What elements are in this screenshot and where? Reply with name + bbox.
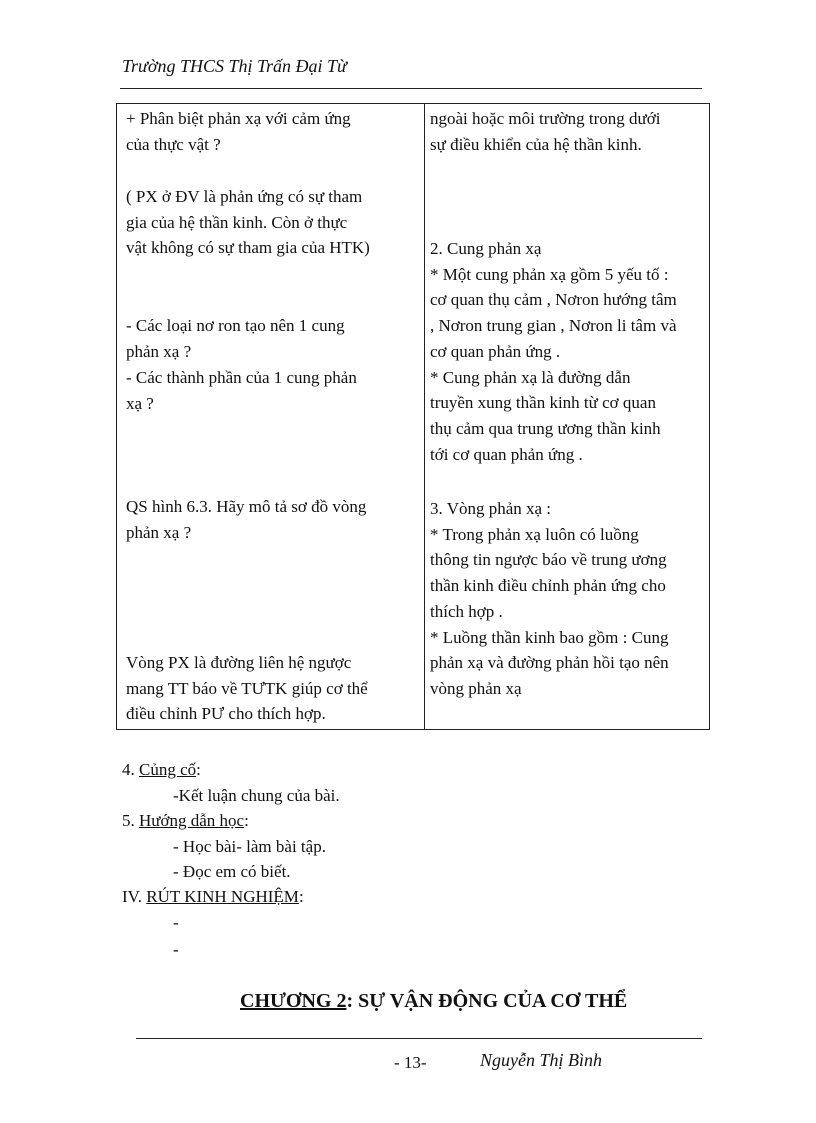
question-reflex-arc-parts: - Các thành phần của 1 cung phản xạ ?: [126, 368, 357, 413]
study-guide-item-2: - Đọc em có biết.: [173, 862, 291, 881]
content-reflex-definition-end: ngoài hoặc môi trường trong dưới sự điều khiển của hệ thần kinh.: [430, 109, 661, 154]
content-reflex-arc: 2. Cung phản xạ * Một cung phản xạ gồm 5 yếu tố : cơ quan thụ cảm , Nơron hướng tâm , Nơron trung gian , Nơron li tâm và cơ quan phản ứng . * Cung phản xạ là đường dẫn truyền xung thần kinh từ cơ quan thụ cảm qua trung ương thần kinh tới cơ quan phản ứng .: [430, 239, 677, 464]
footer-rule: [136, 1038, 702, 1039]
teacher-activity-cell: [117, 104, 425, 730]
answer-reflex-loop: Vòng PX là đường liên hệ ngược mang TT báo về TƯTK giúp cơ thể điều chỉnh PƯ cho thích hợp.: [126, 653, 368, 724]
content-cell: [425, 104, 710, 730]
question-neuron-types: - Các loại nơ ron tạo nên 1 cung phản xạ ?: [126, 316, 345, 361]
content-reflex-loop: 3. Vòng phản xạ : * Trong phản xạ luôn có luồng thông tin ngược báo về trung ương thần kinh điều chỉnh phản ứng cho thích hợp . * Luồng thần kinh bao gồm : Cung phản xạ và đường phản hồi tạo nên vòng phản xạ: [430, 499, 669, 698]
header-school: Trường THCS Thị Trấn Đại Từ: [122, 56, 347, 76]
answer-reflex-vs-plant: ( PX ở ĐV là phản ứng có sự tham gia của hệ thần kinh. Còn ở thực vật không có sự tham gia của HTK): [126, 187, 370, 258]
lesson-table: [116, 103, 710, 730]
chapter-title: CHƯƠNG 2: SỰ VẬN ĐỘNG CỦA CƠ THỂ: [240, 990, 628, 1012]
section-experience-heading: IV. RÚT KINH NGHIỆM:: [122, 887, 304, 906]
consolidation-item: -Kết luận chung của bài.: [173, 786, 340, 805]
study-guide-item-1: - Học bài- làm bài tập.: [173, 837, 326, 856]
footer-author: Nguyễn Thị Bình: [480, 1050, 602, 1070]
header-rule: [120, 88, 702, 89]
question-reflex-vs-plant: + Phân biệt phản xạ với cảm ứng của thực vật ?: [126, 109, 351, 154]
section-consolidation-heading: 4. Củng cố:: [122, 760, 201, 779]
question-reflex-loop: QS hình 6.3. Hãy mô tả sơ đồ vòng phản xạ ?: [126, 497, 367, 542]
page-number: - 13-: [394, 1053, 427, 1072]
experience-dash-1: -: [173, 913, 179, 932]
experience-dash-2: -: [173, 940, 179, 959]
section-study-guide-heading: 5. Hướng dẫn học:: [122, 811, 249, 830]
